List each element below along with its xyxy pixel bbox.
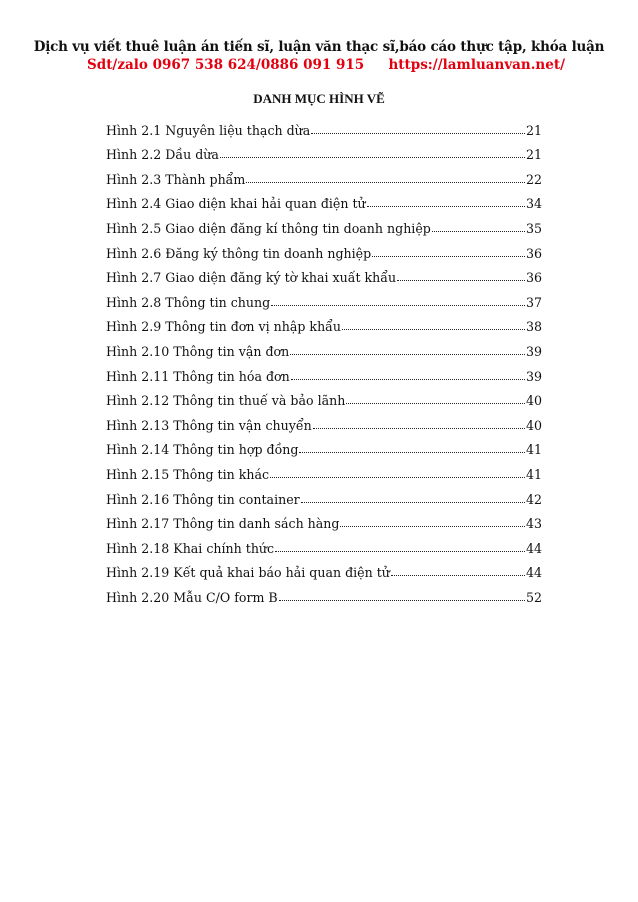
list-of-figures-title: DANH MỤC HÌNH VẼ — [253, 91, 385, 106]
figure-caption: Hình 2.16 Thông tin container — [106, 491, 300, 507]
page-number: 21 — [525, 147, 542, 163]
page-number: 35 — [525, 220, 542, 236]
header-website-link[interactable]: https://lamluanvan.net/ — [388, 57, 565, 73]
figure-list-item[interactable] — [106, 162, 542, 187]
header-contact-line — [87, 57, 565, 73]
figure-list-item[interactable] — [106, 236, 542, 261]
page-number: 39 — [525, 343, 542, 359]
dot-leader — [271, 304, 525, 306]
page-number: 52 — [525, 589, 542, 605]
figure-caption: Hình 2.15 Thông tin khác — [106, 466, 270, 482]
figure-list-item[interactable] — [106, 384, 542, 409]
dot-leader — [340, 525, 524, 527]
figure-caption: Hình 2.17 Thông tin danh sách hàng — [106, 516, 340, 532]
dot-leader — [270, 476, 525, 478]
figure-list — [106, 113, 542, 605]
header-service-line: Dịch vụ viết thuê luận án tiến sĩ, luận văn thạc sĩ,báo cáo thực tập, khóa luận — [33, 39, 605, 55]
figure-list-item[interactable] — [106, 113, 542, 138]
page-number: 39 — [525, 368, 542, 384]
figure-list-item[interactable] — [106, 261, 542, 286]
figure-caption: Hình 2.20 Mẫu C/O form B — [106, 589, 278, 605]
header-phone: Sdt/zalo 0967 538 624/0886 091 915 — [87, 57, 365, 73]
page-number: 40 — [525, 417, 542, 433]
figure-list-item[interactable] — [106, 359, 542, 384]
page-number: 41 — [525, 442, 542, 458]
page-number: 40 — [525, 393, 542, 409]
dot-leader — [397, 279, 525, 281]
dot-leader — [290, 353, 525, 355]
dot-leader — [275, 550, 525, 552]
figure-list-item[interactable] — [106, 580, 542, 605]
dot-leader — [432, 230, 525, 232]
figure-caption: Hình 2.18 Khai chính thức — [106, 540, 275, 556]
page-number: 34 — [525, 196, 542, 212]
page-number: 43 — [525, 516, 542, 532]
figure-caption: Hình 2.1 Nguyên liệu thạch dừa — [106, 122, 311, 138]
figure-list-item[interactable] — [106, 187, 542, 212]
dot-leader — [220, 156, 525, 158]
dot-leader — [391, 574, 525, 576]
figure-list-item[interactable] — [106, 285, 542, 310]
figure-list-item[interactable] — [106, 211, 542, 236]
figure-caption: Hình 2.2 Dầu dừa — [106, 147, 219, 163]
page-number: 22 — [525, 171, 542, 187]
figure-caption: Hình 2.10 Thông tin vận đơn — [106, 343, 290, 359]
figure-caption: Hình 2.19 Kết quả khai báo hải quan điện tử — [106, 565, 390, 581]
figure-list-item[interactable] — [106, 334, 542, 359]
dot-leader — [291, 378, 525, 380]
figure-list-item[interactable] — [106, 138, 542, 163]
page-number: 38 — [525, 319, 542, 335]
figure-list-item[interactable] — [106, 507, 542, 532]
figure-list-item[interactable] — [106, 457, 542, 482]
page-number: 41 — [525, 466, 542, 482]
page-number: 44 — [525, 540, 542, 556]
figure-caption: Hình 2.12 Thông tin thuế và bảo lãnh — [106, 393, 346, 409]
dot-leader — [311, 132, 525, 134]
figure-list-item[interactable] — [106, 408, 542, 433]
figure-list-item[interactable] — [106, 482, 542, 507]
figure-list-item[interactable] — [106, 556, 542, 581]
figure-caption: Hình 2.5 Giao diện đăng kí thông tin doanh nghiệp — [106, 220, 431, 236]
figure-list-item[interactable] — [106, 310, 542, 335]
figure-list-item[interactable] — [106, 433, 542, 458]
page-number: 21 — [525, 122, 542, 138]
figure-caption: Hình 2.13 Thông tin vận chuyển — [106, 417, 312, 433]
dot-leader — [279, 599, 525, 601]
page-number: 36 — [525, 245, 542, 261]
page-number: 42 — [525, 491, 542, 507]
page-number: 36 — [525, 270, 542, 286]
dot-leader — [313, 427, 525, 429]
dot-leader — [372, 255, 525, 257]
dot-leader — [299, 451, 525, 453]
figure-caption: Hình 2.4 Giao diện khai hải quan điện tử — [106, 196, 366, 212]
figure-caption: Hình 2.9 Thông tin đơn vị nhập khẩu — [106, 319, 342, 335]
figure-caption: Hình 2.6 Đăng ký thông tin doanh nghiệp — [106, 245, 372, 261]
page-number: 44 — [525, 565, 542, 581]
figure-caption: Hình 2.14 Thông tin hợp đồng — [106, 442, 299, 458]
figure-caption: Hình 2.8 Thông tin chung — [106, 294, 271, 310]
dot-leader — [346, 402, 525, 404]
figure-caption: Hình 2.11 Thông tin hóa đơn — [106, 368, 290, 384]
page-number: 37 — [525, 294, 542, 310]
dot-leader — [301, 501, 525, 503]
dot-leader — [246, 181, 525, 183]
dot-leader — [342, 328, 525, 330]
figure-list-item[interactable] — [106, 531, 542, 556]
figure-caption: Hình 2.7 Giao diện đăng ký tờ khai xuất khẩu — [106, 270, 397, 286]
dot-leader — [367, 205, 525, 207]
figure-caption: Hình 2.3 Thành phẩm — [106, 171, 246, 187]
